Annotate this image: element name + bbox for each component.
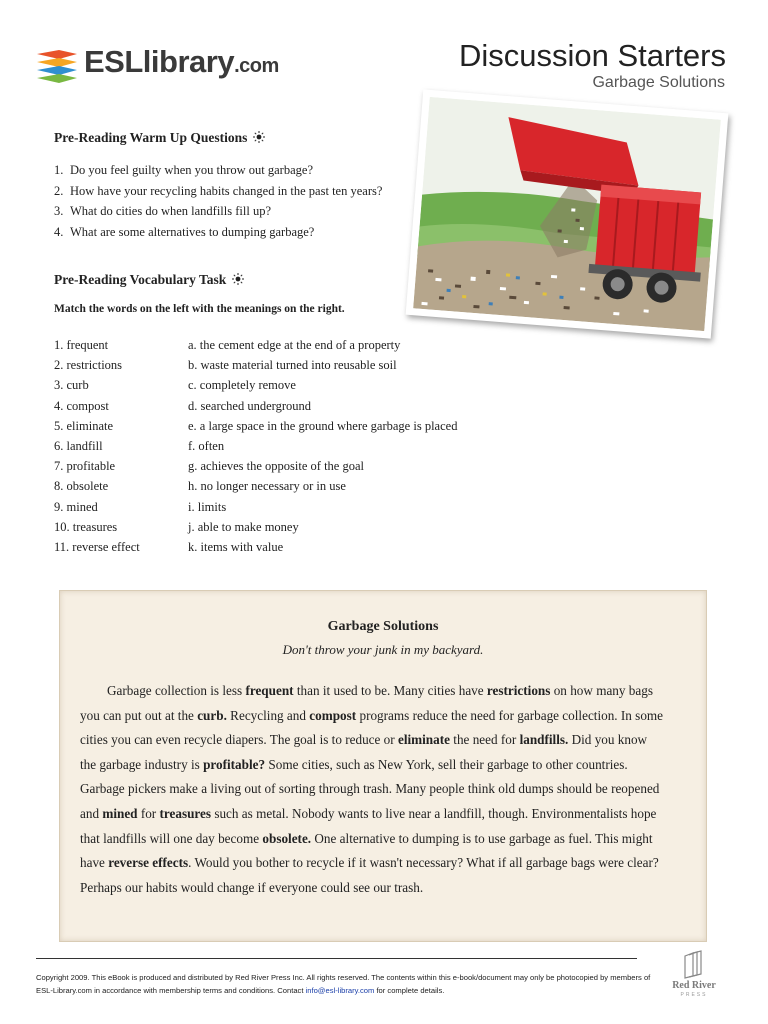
vocab-meaning: k. items with value [188,540,284,555]
warmup-heading-text: Pre-Reading Warm Up Questions [54,130,248,145]
vocab-row [54,355,514,375]
vocab-row [54,517,514,537]
footer-divider [36,958,637,959]
vocab-meaning: a. the cement edge at the end of a property [188,338,401,352]
book-pages-icon [679,950,709,980]
contact-email-link[interactable]: info@esl-library.com [305,986,375,995]
vocab-term: frequent [245,683,294,698]
vocab-term: obsolete. [262,830,312,846]
copyright-text: Copyright 2009. This eBook is produced and distributed by Red River Press Inc. All rights reserved. The contents within this e-book/document may only be photocopied by members of ESL-Library.com in accordance with membership terms and conditions. Contact [36,973,651,995]
red-river-press-logo [664,950,724,1000]
publisher-press: PRESS [680,992,708,998]
question-number: 4. [54,224,64,239]
reading-passage [59,590,707,942]
warmup-heading [54,130,265,146]
reading-text: Did you know the garbage industry is [80,732,648,772]
logo-suffix: .com [234,55,279,77]
vocab-word: 9. mined [54,499,98,514]
vocab-word: 1. frequent [54,338,109,352]
vocab-row [54,416,514,436]
vocab-meaning: g. achieves the opposite of the goal [188,459,364,474]
page-title: Discussion Starters [458,38,726,73]
copyright-notice [36,971,651,997]
vocab-instruction: Match the words on the left with the meanings on the right. [54,303,345,315]
copyright-text-end: for complete details. [374,986,445,995]
vocab-term: reverse effects [108,855,189,871]
vocab-meaning: f. often [188,439,225,454]
reading-text: Some cities, such as New York, sell their garbage to other countries. Garbage pickers make a living out of sorting through trash. Many people think old dumps should be reopened and [80,756,660,821]
vocab-meaning: h. no longer necessary or in use [188,479,346,494]
vocab-term: mined [102,805,138,821]
vocab-term: compost [309,707,357,723]
vocab-meaning: b. waste material turned into reusable soil [188,358,397,373]
vocab-row [54,375,514,395]
vocab-word: 4. compost [54,398,109,413]
vocab-row [54,396,514,416]
vocab-row [54,497,514,517]
reading-title: Garbage Solutions [327,619,439,634]
reading-text: the need for [449,732,520,748]
reading-text: Recycling and [226,707,310,723]
book-stack-icon [34,44,80,90]
vocab-term: profitable? [203,756,266,772]
reading-text: such as metal. Nobody wants to live near a landfill, though. Environmentalists hope that landfills will one day become [80,805,657,846]
reading-body [80,679,664,900]
question-text: What do cities do when landfills fill up? [70,204,271,218]
question-text: How have your recycling habits changed in the past ten years? [70,183,383,198]
vocab-word: 8. obsolete [54,479,109,494]
reading-text: . Would you bother to recycle if it wasn't necessary? What if all garbage bags were clear? Perhaps our habits would change if everyone could see our trash. [80,855,659,895]
vocab-word: 11. reverse effect [54,540,140,555]
question-number: 2. [54,183,64,198]
vocab-row [54,335,514,355]
vocab-term: eliminate [397,732,450,748]
vocab-term: landfills. [519,732,569,748]
vocab-heading [54,272,244,288]
publisher-name: Red River [672,980,716,991]
vocab-meaning: e. a large space in the ground where garbage is placed [188,418,458,433]
dump-truck-image [413,97,721,331]
vocab-row [54,456,514,476]
question-text: What are some alternatives to dumping garbage? [70,224,315,239]
dump-truck-illustration [406,89,729,338]
vocab-meaning: j. able to make money [188,519,299,534]
vocab-row [54,436,514,456]
warmup-question-list [54,160,434,242]
vocab-word: 2. restrictions [54,358,123,373]
vocab-heading-text: Pre-Reading Vocabulary Task [54,272,227,287]
reading-text: than it used to be. Many cities have [293,683,487,698]
vocab-word: 7. profitable [54,459,116,474]
question-number: 1. [54,163,64,177]
logo-wordmark [84,44,279,80]
reading-text: Garbage collection is less [107,683,246,698]
sun-icon [232,273,244,285]
list-item [54,201,434,222]
logo-brand: ESLlibrary [84,44,235,79]
vocab-term: treasures [159,805,212,821]
vocab-match-list [54,335,514,557]
reading-text: for [137,805,160,821]
list-item [54,222,434,243]
reading-subtitle: Don't throw your junk in my backyard. [282,642,484,657]
reading-text: on how many bags you can put out at the [80,683,653,723]
vocab-meaning: c. completely remove [188,378,296,393]
vocab-word: 5. eliminate [54,418,114,433]
eslibrary-logo [34,42,279,92]
vocab-row [54,476,514,496]
sun-icon [253,131,265,143]
vocab-word: 6. landfill [54,439,103,454]
page-subtitle: Garbage Solutions [592,74,725,91]
vocab-meaning: i. limits [188,499,227,514]
vocab-term: restrictions [486,683,551,698]
vocab-term: curb. [197,707,227,723]
vocab-meaning: d. searched underground [188,398,311,413]
reading-text: programs reduce the need for garbage collection. In some cities you can even recycle diapers. The goal is to reduce or [80,707,664,748]
vocab-word: 10. treasures [54,519,118,534]
question-number: 3. [54,204,64,218]
vocab-word: 3. curb [54,378,89,393]
reading-text: One alternative to dumping is to use garbage as fuel. This might have [80,830,653,871]
list-item [54,181,434,202]
list-item [54,160,434,181]
question-text: Do you feel guilty when you throw out garbage? [70,163,313,177]
vocab-row [54,537,514,557]
